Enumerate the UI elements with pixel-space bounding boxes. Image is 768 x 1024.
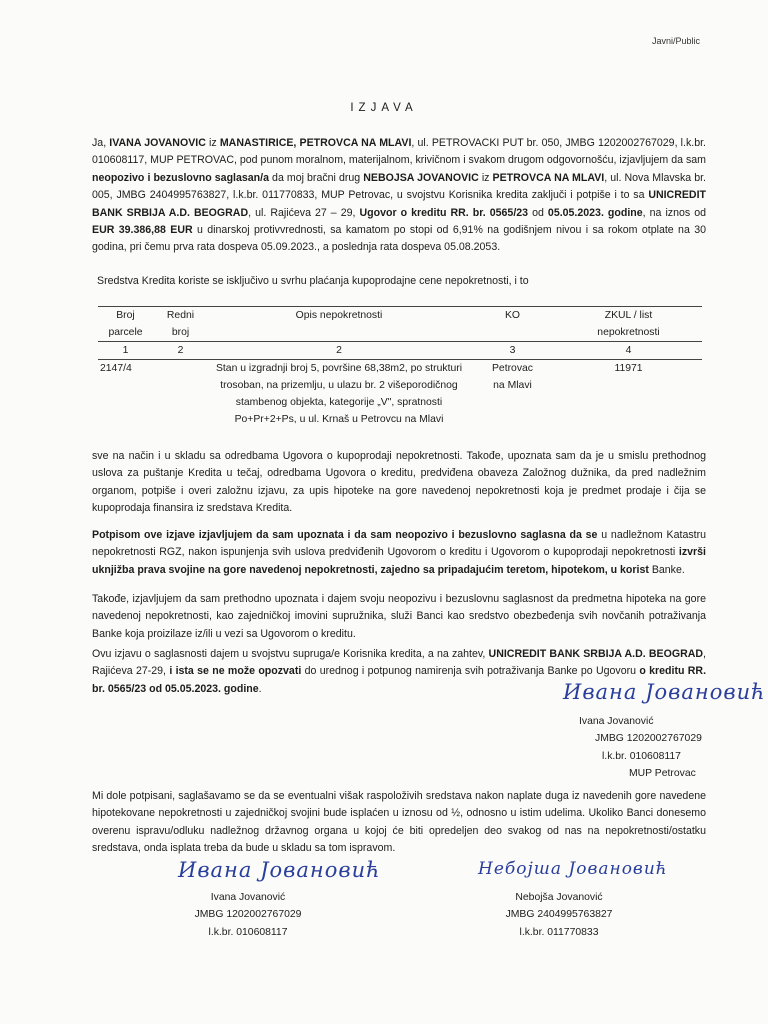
col-description-header: Opis nepokretnosti xyxy=(208,307,470,342)
cell-description: Stan u izgradnji broj 5, površine 68,38m2, po strukturi trosoban, na prizemlju, u ulazu br. 2 višeporodičnog stambenog objekta, kategorije „V", spratnosti Po+Pr+2+Ps, u ul. Krnaš u Petrovcu na Mlavi xyxy=(215,363,463,425)
cell-ko: Petrovac na Mlavi xyxy=(491,363,533,391)
document-title: IZJAVA xyxy=(350,102,418,114)
signature-block-ivana: Ivana Jovanović JMBG 1202002767029 l.k.br. 010608117 MUP Petrovac xyxy=(579,716,702,780)
consent-paragraph: Potpisom ove izjave izjavljujem da sam upoznata i da sam neopozivo i bezuslovno saglasna da se u nadležnom Katastru nepokretnosti RGZ, nakon ispunjenja svih uslova predviđenih Ugovorom o kreditu i Ugovorom o kupoprodaji nepokretnosti izvrši uknjižba prava svojine na gore navedenoj nepokretnosti, zajedno sa pripadajućim teretom, hipotekom, u korist Banke. xyxy=(92,529,706,576)
classification-label: Javni/Public xyxy=(651,36,700,46)
col-order-header: Redni broj xyxy=(153,307,208,342)
purpose-line: Sredstva Kredita koriste se isključivo u svrhu plaćanja kupoprodajne cene nepokretnosti, i to xyxy=(97,275,529,287)
cell-order xyxy=(153,360,208,429)
table-index-row: 1 2 2 3 4 xyxy=(98,342,702,360)
surplus-paragraph: Mi dole potpisani, saglašavamo se da se eventualni višak raspoloživih sredstava nakon naplate duga iz navedenih gore navedene hipotekovane nepokretnosti u zajedničkoj svojini bude isplaćen u iznosu od ½, odnosno u istim udelima. Ukoliko Banci donesemo overenu ispravu/odluku nadležnog državnog organa u kojoj će biti opredeljen deo svakog od nas na nepokretnosti/ostatku sredstava, onda isplata treba da bude u skladu sa tom ispravom. xyxy=(92,790,706,855)
handwritten-signature: Небојша Јовановић xyxy=(478,859,668,879)
signature-block-right: Nebojša Jovanović JMBG 2404995763827 l.k.br. 011770833 xyxy=(505,892,613,938)
handwritten-signature: Ивана Јовановић xyxy=(563,680,766,704)
col-zkul-header: ZKUL / list nepokretnosti xyxy=(555,307,702,342)
cell-parcel: 2147/4 xyxy=(100,363,132,374)
col-parcel-header: Broj parcele xyxy=(98,307,153,342)
intro-paragraph: Ja, IVANA JOVANOVIC iz MANASTIRICE, PETROVCA NA MLAVI, ul. PETROVACKI PUT br. 050, JMBG 1202002767029, l.k.br. 010608117, MUP PETROVAC, pod punom moralnom, materijalnom, krivičnom i svakom drugom odgovornošću, izjavljujem da sam neopozivo i bezuslovno saglasan/a da moj bračni drug NEBOJSA JOVANOVIC iz PETROVCA NA MLAVI, ul. Nova Mlavska br. 005, JMBG 2404995763827, l.k.br. 011770833, MUP Petrovac, u svojstvu Korisnika kredita zaključi i potpiše i to sa UNICREDIT BANK SRBIJA A.D. BEOGRAD, ul. Rajićeva 27 – 29, Ugovor o kreditu RR. br. 0565/23 od 05.05.2023. godine, na iznos od EUR 39.386,88 EUR u dinarskoj protivvrednosti, sa kamatom po stopi od 6,91% na godišnjem nivou i sa rokom otplate na 30 godina, pri čemu prva rata dospeva 05.09.2023., a poslednja rata dospeva 05.08.2053. xyxy=(92,137,707,254)
table-row xyxy=(98,360,702,429)
col-ko-header: KO xyxy=(470,307,555,342)
cell-zkul: 11971 xyxy=(614,363,643,374)
property-table xyxy=(98,306,702,428)
conditions-paragraph: sve na način i u skladu sa odredbama Ugovora o kupoprodaji nepokretnosti. Takođe, upoznata sam da je u smislu prethodnog uslova za puštanje Kredita u tečaj, odredbama Ugovora o kreditu, predviđena obaveza Založnog dužnika, da pred nadležnim organom, potpiše i overi založnu izjavu, za upis hipoteke na gore navedenoj nepokretnosti koja je predmet prodaje i čija se kupoprodaja finansira iz sredstava Kredita. xyxy=(92,450,706,515)
mortgage-paragraph: Takođe, izjavljujem da sam prethodno upoznata i dajem svoju neopozivu i bezuslovnu saglasnost da predmetna hipoteka na gore navedenoj nepokretnosti, kao zajedničkoj imovini supružnika, služi Banci kao sredstvo obezbeđenja svih novčanih potraživanja Banke koja proizilaze iz/ili u vezi sa Ugovorom o kreditu. xyxy=(92,593,706,640)
signature-block-left: Ivana Jovanović JMBG 1202002767029 l.k.br. 010608117 xyxy=(194,892,302,938)
irrevocability-paragraph: Ovu izjavu o saglasnosti dajem u svojstvu supruga/e Korisnika kredita, a na zahtev, UNICREDIT BANK SRBIJA A.D. BEOGRAD, Rajićeva 27-29, i ista se ne može opozvati do urednog i potpunog namirenja svih potraživanja Banke po Ugovoru o kreditu RR. br. 0565/23 od 05.05.2023. godine. xyxy=(92,648,707,695)
handwritten-signature: Ивана Јовановић xyxy=(178,858,381,882)
